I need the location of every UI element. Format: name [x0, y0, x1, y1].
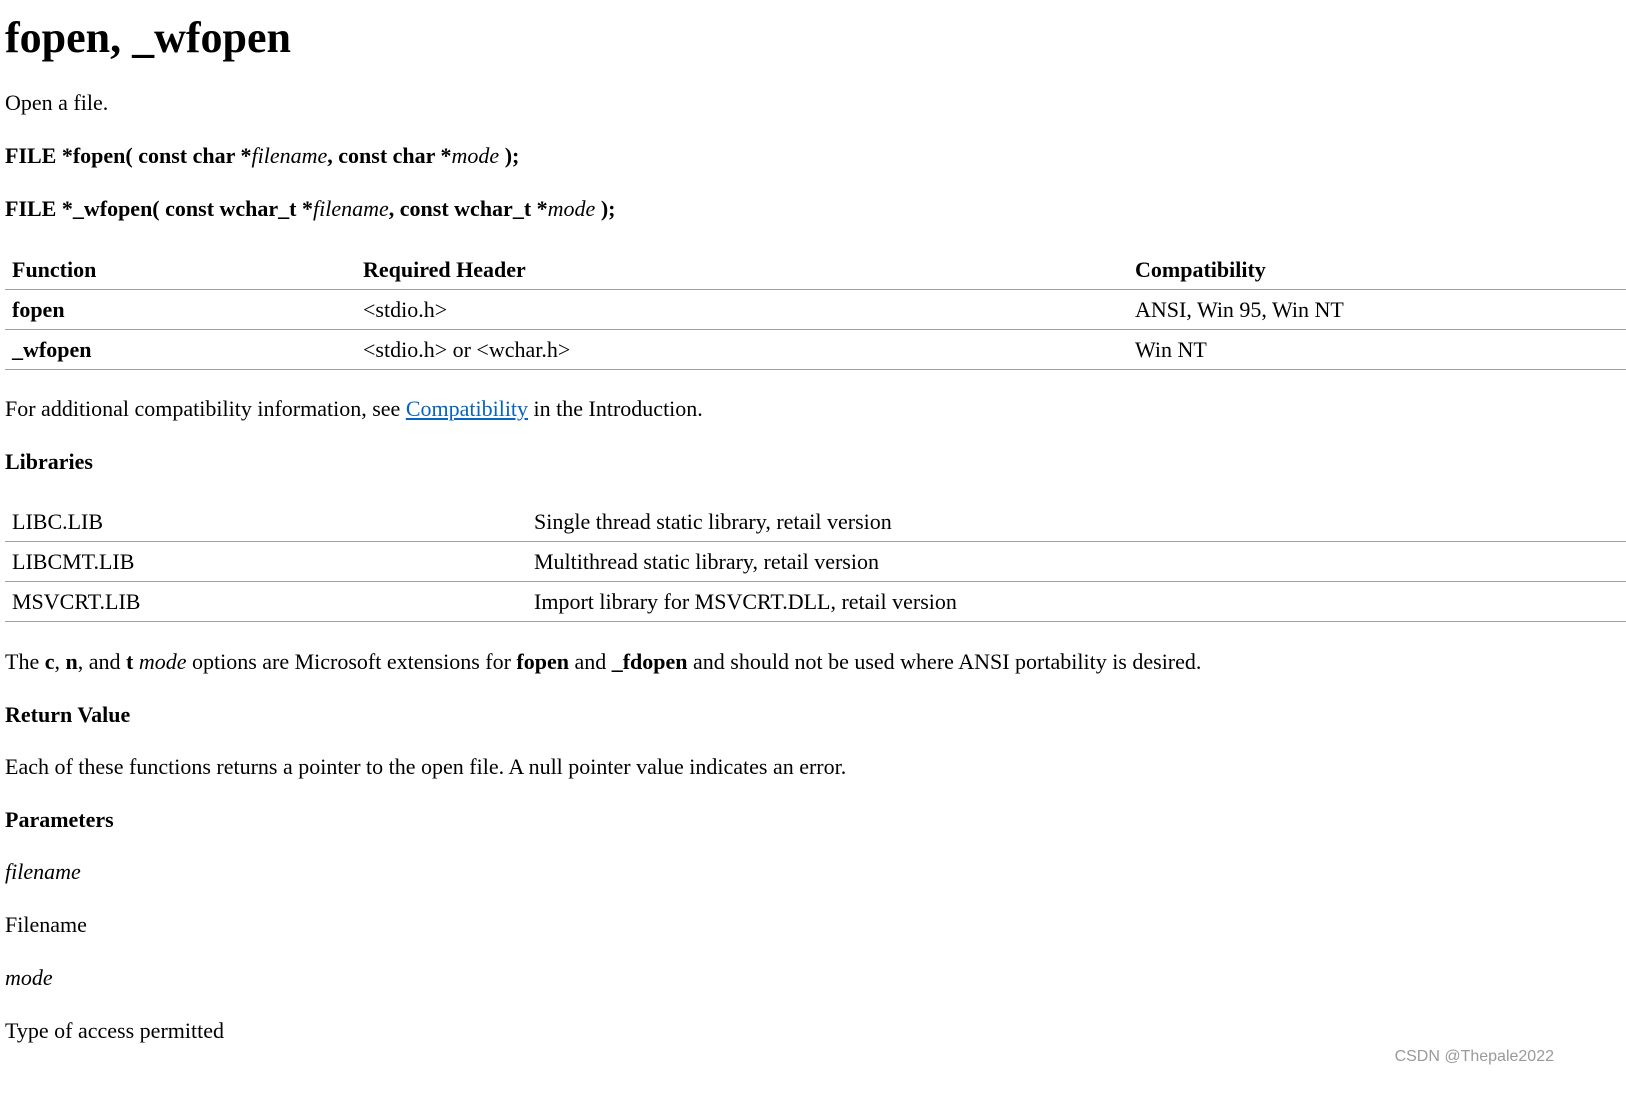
requirements-table [5, 250, 1626, 370]
table-cell: Single thread static library, retail version [527, 502, 1626, 542]
table-row [5, 542, 1626, 582]
summary-text: Open a file. [5, 90, 109, 115]
table-cell: ANSI, Win 95, Win NT [1128, 290, 1626, 330]
table-cell: <stdio.h> [356, 290, 1128, 330]
param-desc-filename: Filename [5, 912, 87, 937]
compatibility-note: For additional compatibility information, see Compatibility in the Introduction. [5, 396, 703, 421]
page-title: fopen, _wfopen [5, 13, 292, 62]
table-cell: _wfopen [5, 330, 356, 370]
watermark-text: CSDN @Thepale2022 [1394, 1048, 1554, 1065]
table-cell: LIBC.LIB [5, 502, 527, 542]
table-cell: fopen [5, 290, 356, 330]
column-header: Compatibility [1128, 250, 1626, 290]
prototype-wfopen: FILE *_wfopen( const wchar_t *filename, const wchar_t *mode ); [5, 196, 616, 221]
table-cell: Win NT [1128, 330, 1626, 370]
compatibility-link[interactable]: Compatibility [405, 396, 529, 421]
table-row [5, 330, 1626, 370]
param-name-mode: mode [5, 965, 53, 990]
table-row [5, 582, 1626, 622]
table-cell: <stdio.h> or <wchar.h> [356, 330, 1128, 370]
mode-options-note: The c, n, and t mode options are Microsoft extensions for fopen and _fdopen and should not be used where ANSI portability is desired. [5, 649, 1202, 674]
return-value-text: Each of these functions returns a pointer to the open file. A null pointer value indicates an error. [5, 754, 847, 779]
column-header: Required Header [356, 250, 1128, 290]
table-cell: Multithread static library, retail version [527, 542, 1626, 582]
param-desc-mode: Type of access permitted [5, 1018, 224, 1043]
libraries-table [5, 502, 1626, 622]
table-cell: MSVCRT.LIB [5, 582, 527, 622]
table-cell: Import library for MSVCRT.DLL, retail version [527, 582, 1626, 622]
table-row [5, 290, 1626, 330]
table-header-row [5, 250, 1626, 290]
table-row [5, 502, 1626, 542]
return-value-heading: Return Value [5, 702, 131, 727]
parameters-heading: Parameters [5, 807, 114, 832]
libraries-heading: Libraries [5, 449, 93, 474]
param-name-filename: filename [5, 859, 81, 884]
column-header: Function [5, 250, 356, 290]
prototype-fopen: FILE *fopen( const char *filename, const char *mode ); [5, 143, 520, 168]
table-cell: LIBCMT.LIB [5, 542, 527, 582]
